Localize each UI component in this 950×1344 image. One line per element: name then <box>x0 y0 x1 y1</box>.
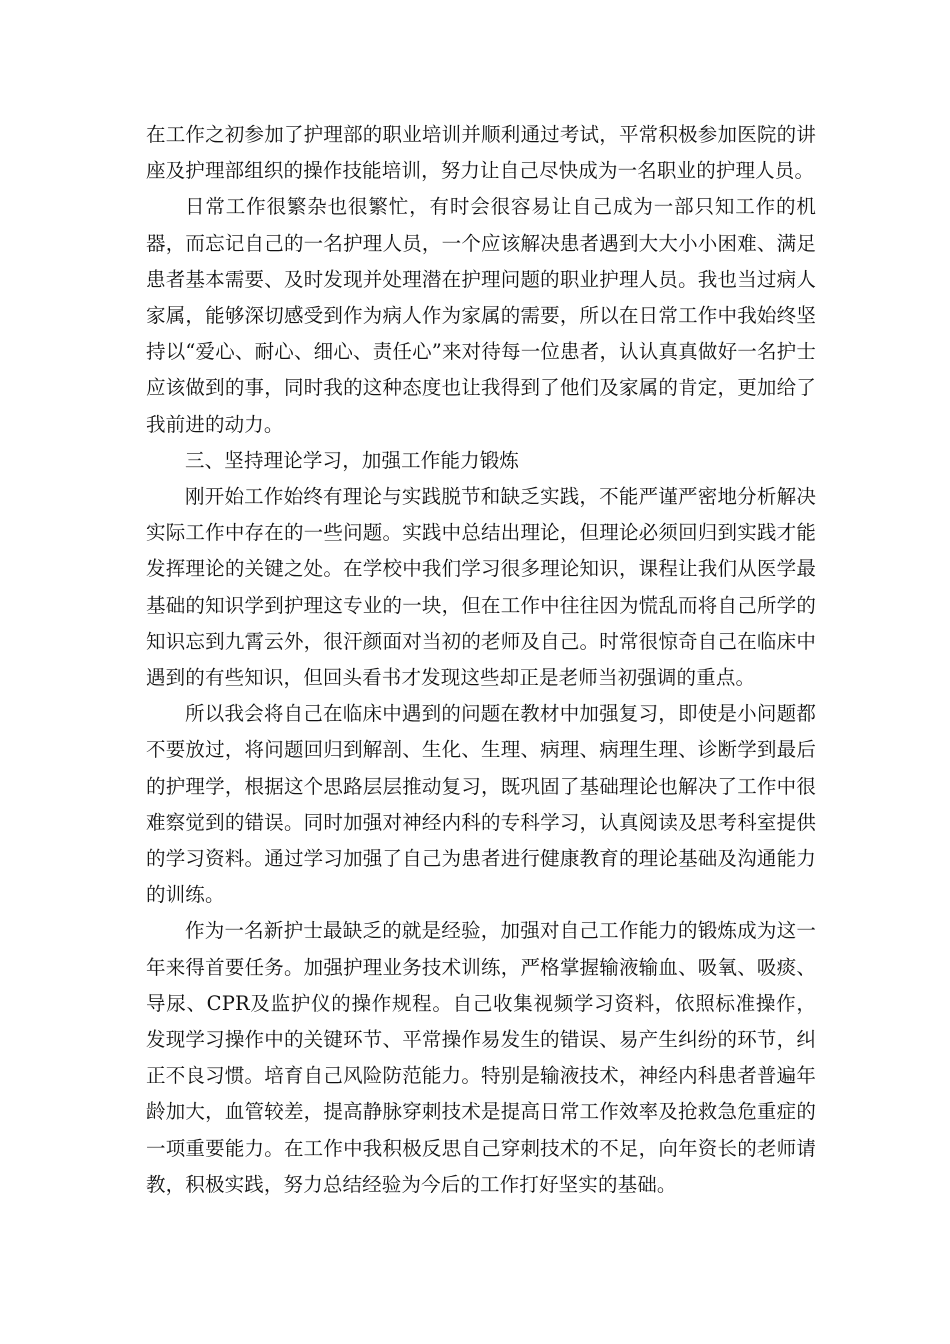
paragraph-theory-practice: 刚开始工作始终有理论与实践脱节和缺乏实践，不能严谨严密地分析解决实际工作中存在的一些问题。实践中总结出理论，但理论必须回归到实践才能发挥理论的关键之处。在学校中我们学习很多理论知识，课程让我们从医学最基础的知识学到护理这专业的一块，但在工作中往往因为慌乱而将自己所学的知识忘到九霄云外，很汗颜面对当初的老师及自己。时常很惊奇自己在临床中遇到的有些知识，但回头看书才发现这些却正是老师当初强调的重点。 <box>146 485 816 690</box>
section-heading-theory: 三、坚持理论学习，加强工作能力锻炼 <box>185 448 520 472</box>
paragraph-training: 在工作之初参加了护理部的职业培训并顺利通过考试，平常积极参加医院的讲座及护理部组织的操作技能培训，努力让自己尽快成为一名职业的护理人员。 <box>146 123 816 183</box>
paragraph-experience: 作为一名新护士最缺乏的就是经验，加强对自己工作能力的锻炼成为这一年来得首要任务。加强护理业务技术训练，严格掌握输液输血、吸氧、吸痰、导尿、CPR及监护仪的操作规程。自己收集视频学习资料，依照标准操作，发现学习操作中的关键环节、平常操作易发生的错误、易产生纠纷的环节，纠正不良习惯。培育自己风险防范能力。特别是输液技术，神经内科患者普遍年龄加大，血管较差，提高静脉穿刺技术是提高日常工作效率及抢救急危重症的一项重要能力。在工作中我积极反思自己穿刺技术的不足，向年资长的老师请教，积极实践，努力总结经验为今后的工作打好坚实的基础。 <box>146 919 816 1196</box>
paragraph-review: 所以我会将自己在临床中遇到的问题在教材中加强复习，即使是小问题都不要放过，将问题回归到解剖、生化、生理、病理、病理生理、诊断学到最后的护理学，根据这个思路层层推动复习，既巩固了基础理论也解决了工作中很难察觉到的错误。同时加强对神经内科的专科学习，认真阅读及思考科室提供的学习资料。通过学习加强了自己为患者进行健康教育的理论基础及沟通能力的训练。 <box>146 702 816 907</box>
document-body <box>146 117 816 1203</box>
paragraph-daily-work: 日常工作很繁杂也很繁忙，有时会很容易让自己成为一部只知工作的机器，而忘记自己的一名护理人员，一个应该解决患者遇到大大小小困难、满足患者基本需要、及时发现并处理潜在护理问题的职业护理人员。我也当过病人家属，能够深切感受到作为病人作为家属的需要，所以在日常工作中我始终坚持以“爱心、耐心、细心、责任心”来对待每一位患者，认认真真做好一名护士应该做到的事，同时我的这种态度也让我得到了他们及家属的肯定，更加给了我前进的动力。 <box>146 195 816 436</box>
